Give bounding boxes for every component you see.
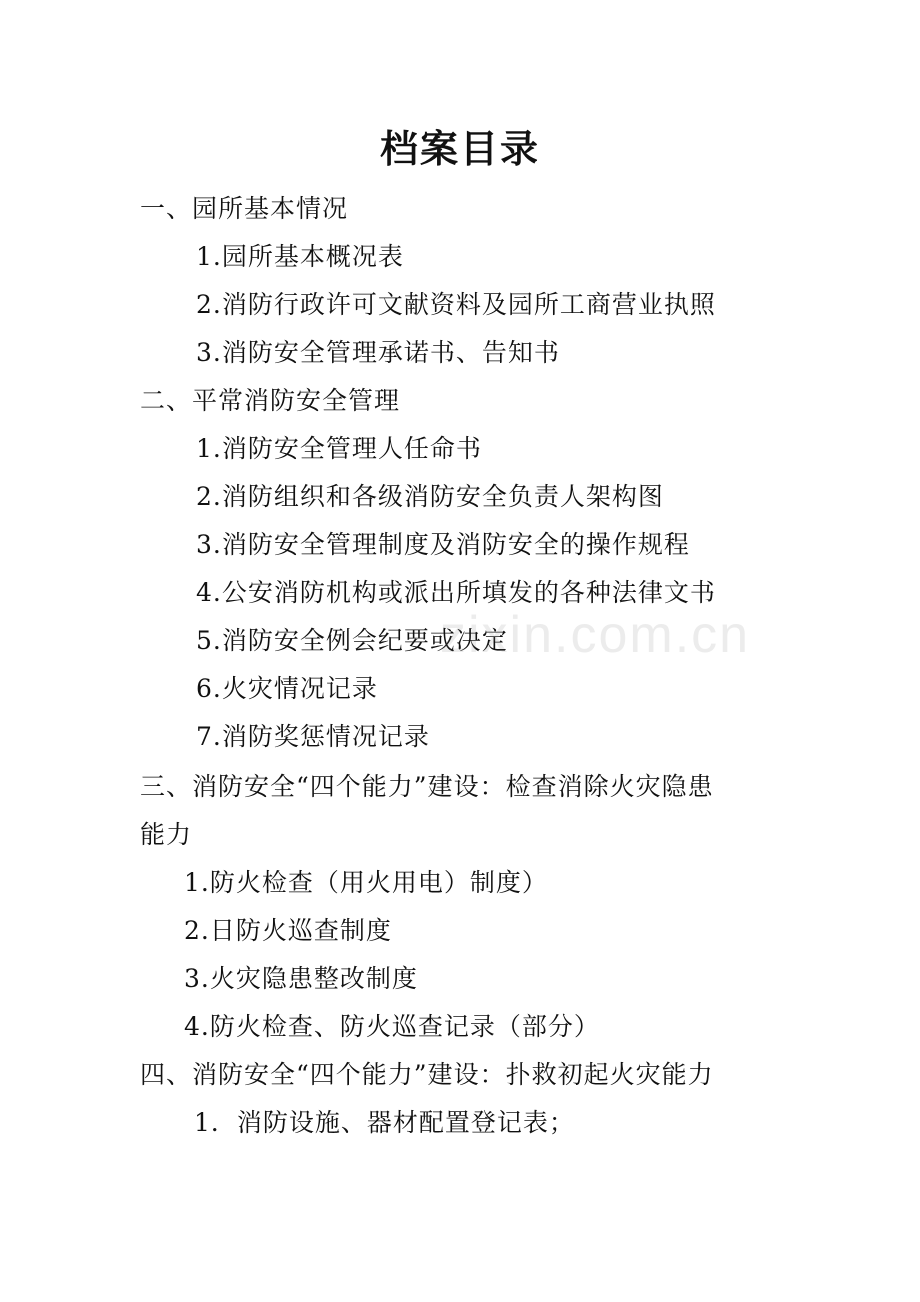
list-item: 3.火灾隐患整改制度 <box>184 964 418 993</box>
section-heading-3: 三、消防安全“四个能力”建设：检查消除火灾隐患 <box>140 772 714 801</box>
list-item: 4.公安消防机构或派出所填发的各种法律文书 <box>196 578 716 607</box>
list-item: 3.消防安全管理制度及消防安全的操作规程 <box>196 530 690 559</box>
list-item: 5.消防安全例会纪要或决定 <box>196 626 508 655</box>
watermark: zixin.com.cn <box>440 606 751 664</box>
document-title: 档案目录 <box>379 127 540 171</box>
list-item: 2.日防火巡查制度 <box>184 916 392 945</box>
list-item: 1.防火检查（用火用电）制度） <box>184 868 548 897</box>
section-heading-3-continued: 能力 <box>140 820 193 849</box>
list-item: 6.火灾情况记录 <box>196 674 378 703</box>
list-item: 1.消防安全管理人任命书 <box>196 434 482 463</box>
list-item: 4.防火检查、防火巡查记录（部分） <box>184 1012 600 1041</box>
list-item: 1．消防设施、器材配置登记表； <box>194 1108 575 1137</box>
section-heading-4: 四、消防安全“四个能力”建设：扑救初起火灾能力 <box>140 1060 714 1089</box>
list-item: 1.园所基本概况表 <box>196 242 404 271</box>
section-heading-2: 二、平常消防安全管理 <box>140 386 401 415</box>
list-item: 3.消防安全管理承诺书、告知书 <box>196 338 560 367</box>
section-heading-1: 一、园所基本情况 <box>140 194 349 223</box>
list-item: 2.消防组织和各级消防安全负责人架构图 <box>196 482 664 511</box>
list-item: 7.消防奖惩情况记录 <box>196 722 430 751</box>
list-item: 2.消防行政许可文献资料及园所工商营业执照 <box>196 290 716 319</box>
